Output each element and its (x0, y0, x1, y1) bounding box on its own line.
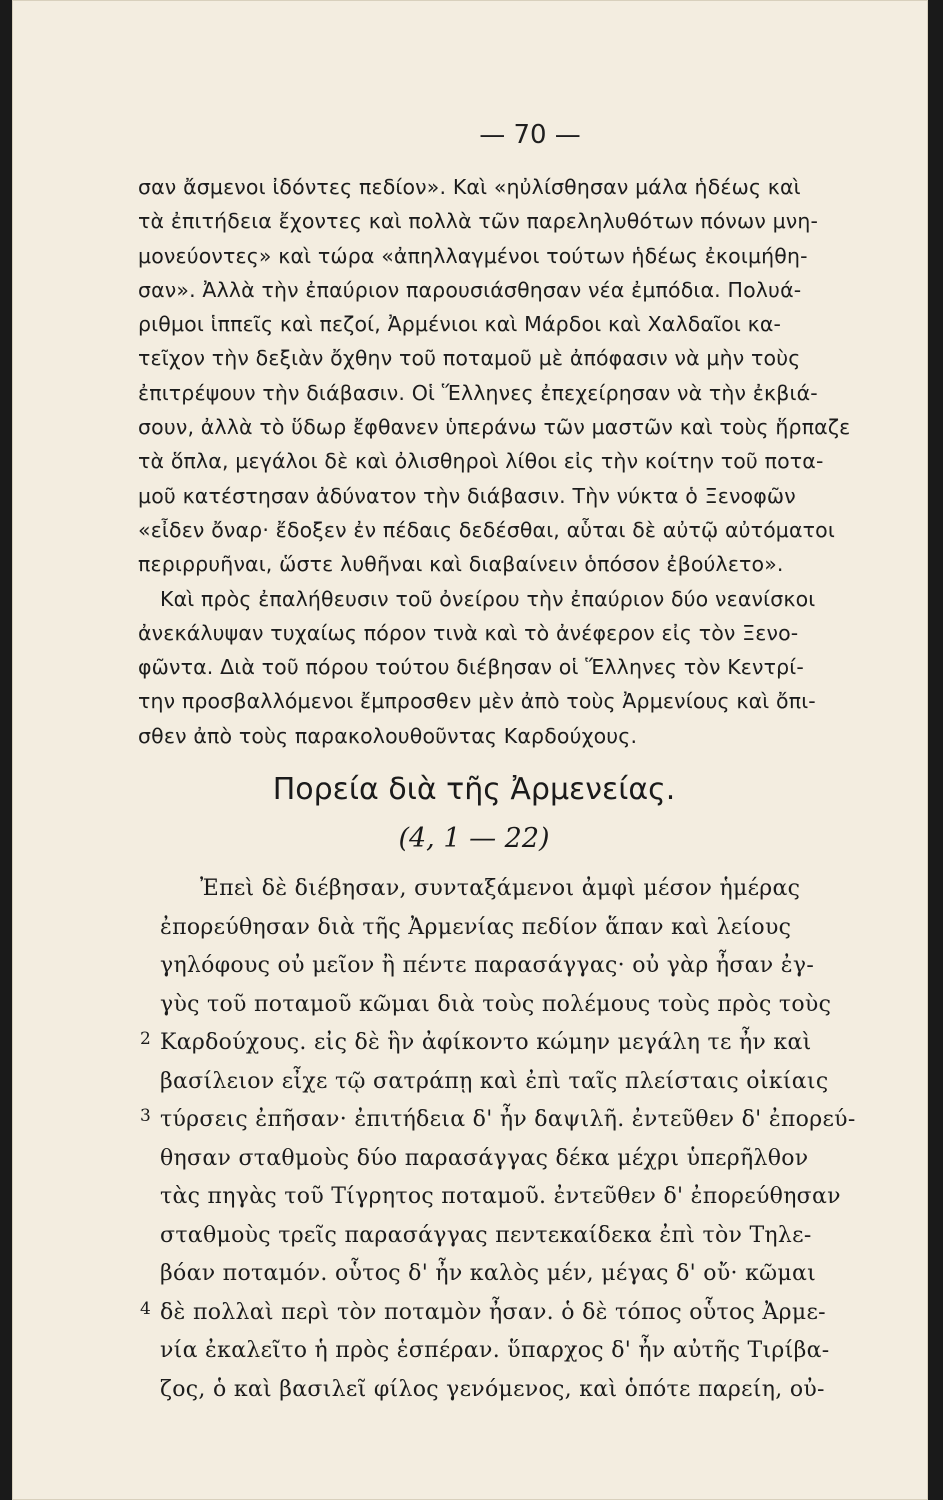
text-line-content: δὲ πολλαὶ περὶ τὸν ποταμὸν ἦσαν. ὁ δὲ τόπος οὗτος Ἀρμε- (160, 1299, 826, 1325)
text-line: γηλόφους οὐ μεῖον ἢ πέντε παρασάγγας· οὐ γὰρ ἦσαν ἐγ- (160, 953, 815, 978)
text-line (140, 1101, 920, 1140)
text-line: σαν ἄσμενοι ἰδόντες πεδίον». Καὶ «ηὐλίσθησαν μάλα ἡδέως καὶ (138, 175, 801, 199)
text-line: τὰ ἐπιτήδεια ἔχοντες καὶ πολλὰ τῶν παρεληλυθότων πόνων μνη- (138, 209, 819, 234)
text-line: βόαν ποταμόν. οὗτος δ' ἦν καλὸς μέν, μέγας δ' οὔ· κῶμαι (160, 1261, 817, 1286)
text-line: φῶντα. Διὰ τοῦ πόρου τούτου διέβησαν οἱ Ἕλληνες τὸν Κεντρί- (138, 655, 804, 680)
text-line: σταθμοὺς τρεῖς παρασάγγας πεντεκαίδεκα ἐπὶ τὸν Τηλε- (160, 1222, 812, 1248)
text-line: θησαν σταθμοὺς δύο παρασάγγας δέκα μέχρι ὑπερῆλθον (160, 1145, 809, 1171)
section-number: 2 (140, 1029, 152, 1049)
section-number: 4 (140, 1298, 152, 1319)
section-number: 3 (140, 1106, 152, 1126)
text-line: μοῦ κατέστησαν ἀδύνατον τὴν διάβασιν. Τὴν νύκτα ὁ Ξενοφῶν (138, 483, 796, 508)
text-line: μονεύοντες» καὶ τώρα «ἀπηλλαγμένοι τούτων ἡδέως ἐκοιμήθη- (138, 243, 808, 268)
text-line: σουν, ἀλλὰ τὸ ὕδωρ ἔφθανεν ὑπεράνω τῶν μαστῶν καὶ τοὺς ἥρπαζε (138, 415, 851, 440)
text-line: ἐπιτρέψουν τὴν διάβασιν. Οἱ Ἕλληνες ἐπεχείρησαν νὰ τὴν ἐκβιά- (138, 380, 818, 405)
section-heading: Πορεία διὰ τῆς Ἀρμενείας. (272, 772, 676, 807)
ancient-greek-text (140, 870, 920, 1409)
text-line: τὰς πηγὰς τοῦ Τίγρητος ποταμοῦ. ἐντεῦθεν δ' ἐπορεύθησαν (160, 1184, 841, 1209)
text-line: τὰ ὅπλα, μεγάλοι δὲ καὶ ὀλισθηροὶ λίθοι εἰς τὴν κοίτην τοῦ ποτα- (138, 449, 824, 474)
page-number: — 70 — (479, 120, 581, 150)
text-line: σθεν ἀπὸ τοὺς παρακολουθοῦντας Καρδούχους. (138, 723, 638, 748)
text-line: σαν». Ἀλλὰ τὴν ἐπαύριον παρουσιάσθησαν νέα ἐμπόδια. Πολυά- (138, 277, 802, 302)
text-line: ζος, ὁ καὶ βασιλεῖ φίλος γενόμενος, καὶ ὁπότε παρείη, οὐ- (160, 1376, 825, 1402)
text-line: βασίλειον εἶχε τῷ σατράπῃ καὶ ἐπὶ ταῖς πλείσταις οἰκίαις (160, 1068, 829, 1094)
text-line: γὺς τοῦ ποταμοῦ κῶμαι διὰ τοὺς πολέμους τοὺς πρὸς τοὺς (160, 991, 832, 1017)
text-line-content: Καρδούχους. εἰς δὲ ἣν ἀφίκοντο κώμην μεγάλη τε ἦν καὶ (160, 1030, 812, 1055)
text-line: περιρρυῆναι, ὥστε λυθῆναι καὶ διαβαίνειν ὁπόσον ἐβούλετο». (138, 552, 784, 577)
text-line (140, 1294, 920, 1333)
text-line: Καὶ πρὸς ἐπαλήθευσιν τοῦ ὀνείρου τὴν ἐπαύριον δύο νεανίσκοι (160, 586, 816, 611)
modern-greek-text (138, 170, 898, 753)
text-line: τεῖχον τὴν δεξιὰν ὄχθην τοῦ ποταμοῦ μὲ ἀπόφασιν νὰ μὴν τοὺς (138, 346, 801, 371)
book-page (12, 0, 928, 1500)
text-line: ἀνεκάλυψαν τυχαίως πόρον τινὰ καὶ τὸ ἀνέφερον εἰς τὸν Ξενο- (138, 620, 799, 645)
text-line: «εἶδεν ὄναρ· ἔδοξεν ἐν πέδαις δεδέσθαι, αὗται δὲ αὐτῷ αὐτόματοι (138, 517, 835, 542)
text-line: Ἐπεὶ δὲ διέβησαν, συνταξάμενοι ἀμφὶ μέσον ἡμέρας (200, 876, 801, 901)
text-line: ἐπορεύθησαν διὰ τῆς Ἀρμενίας πεδίον ἅπαν καὶ λείους (160, 914, 792, 940)
text-line-content: τύρσεις ἐπῆσαν· ἐπιτήδεια δ' ἦν δαψιλῆ. ἐντεῦθεν δ' ἐπορεύ- (160, 1107, 856, 1132)
section-reference: (4, 1 — 22) (398, 823, 550, 854)
text-line: ριθμοι ἱππεῖς καὶ πεζοί, Ἀρμένιοι καὶ Μάρδοι καὶ Χαλδαῖοι κα- (138, 312, 782, 337)
text-line: νία ἐκαλεῖτο ἡ πρὸς ἑσπέραν. ὕπαρχος δ' ἦν αὐτῆς Τιρίβα- (160, 1338, 830, 1363)
text-line: την προσβαλλόμενοι ἔμπροσθεν μὲν ἀπὸ τοὺς Ἀρμενίους καὶ ὄπι- (138, 689, 816, 714)
text-line (140, 1024, 920, 1063)
